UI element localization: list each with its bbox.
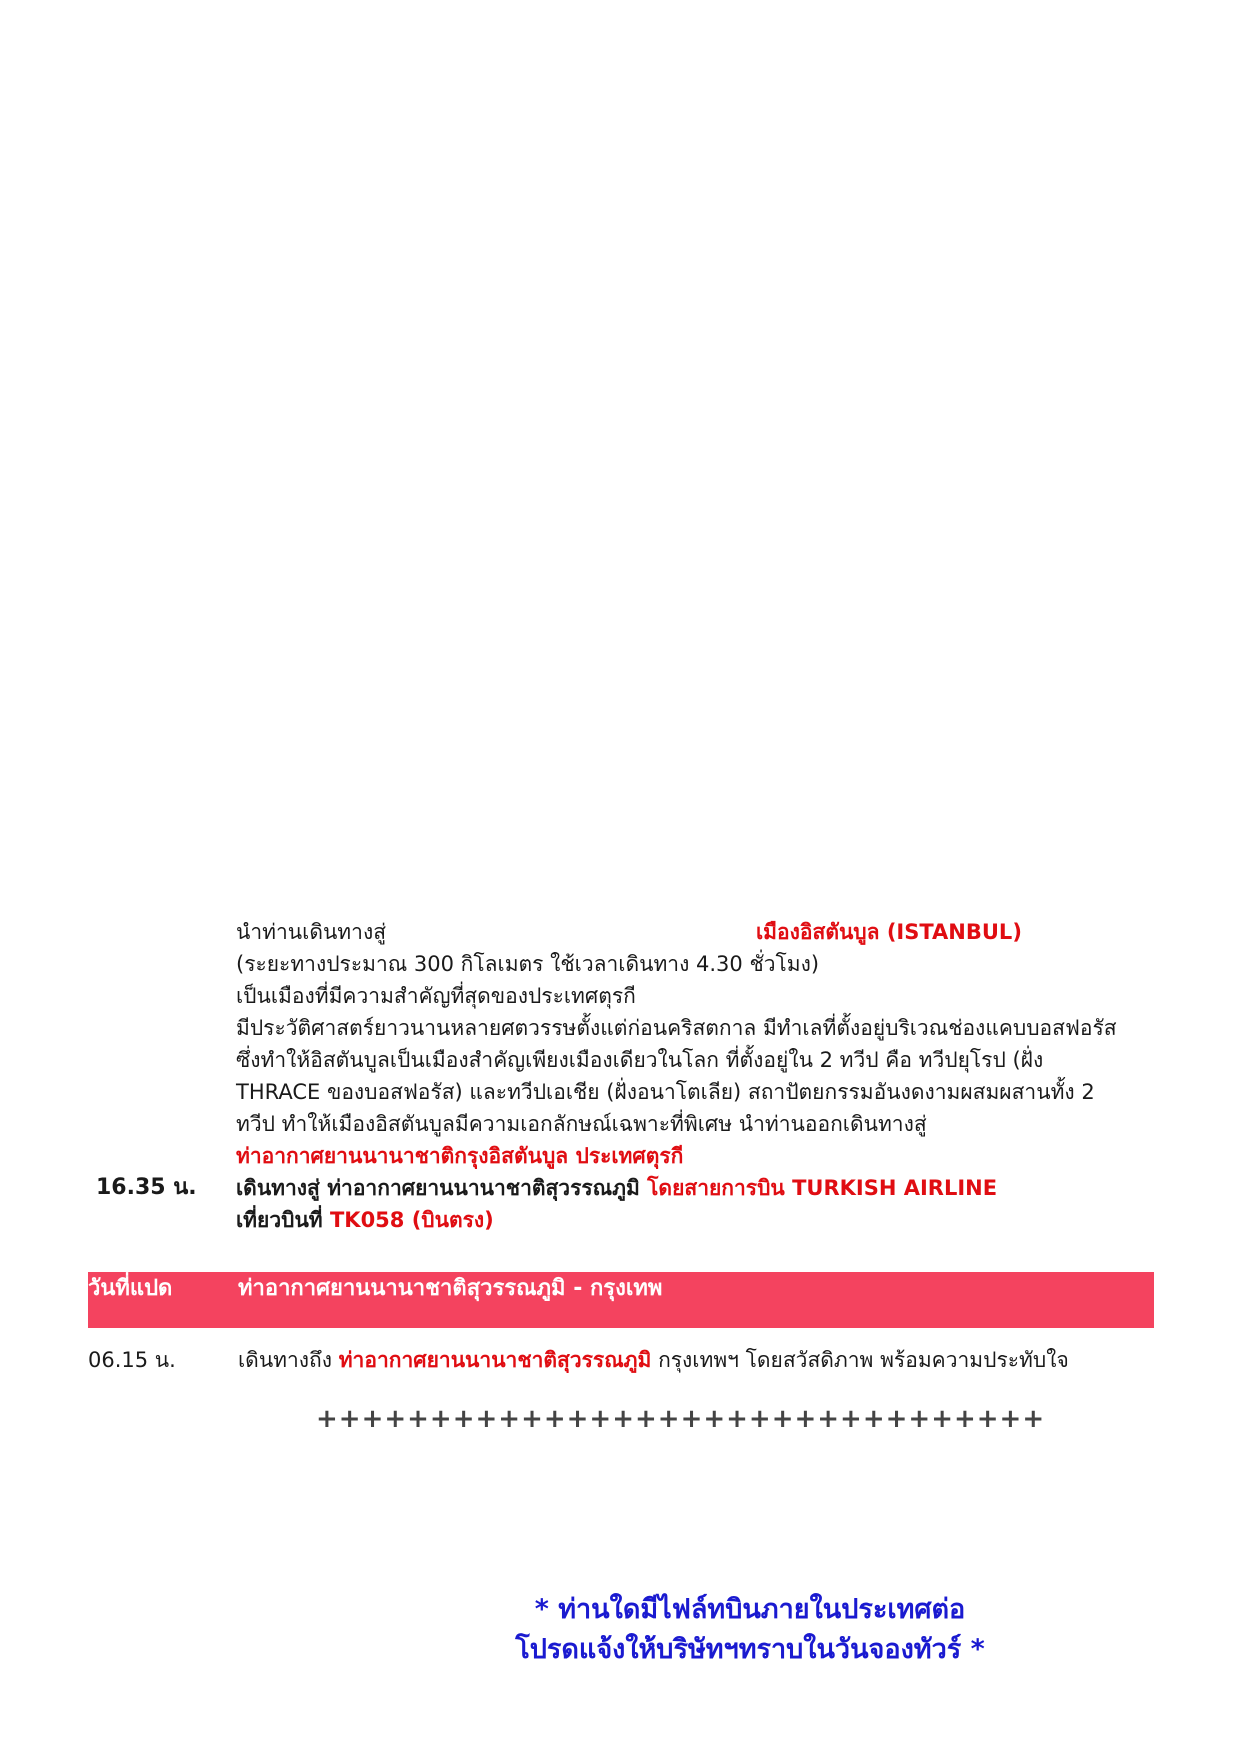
- day-route: ท่าอากาศยานนานาชาติสุวรรณภูมิ - กรุงเทพ: [238, 1276, 663, 1301]
- description-line: THRACE ของบอสฟอรัส) และทวีปเอเชีย (ฝั่งอนาโตเลีย) สถาปัตยกรรมอันงดงามผสมผสานทั้ง 2: [236, 1080, 1095, 1104]
- notice-line-2: โปรดแจ้งให้บริษัทฯทราบในวันจองทัวร์ *: [515, 1634, 985, 1665]
- flight-number-label: เที่ยวบินที่: [236, 1208, 323, 1232]
- day-banner: [88, 1272, 1154, 1328]
- description-line: ซึ่งทำให้อิสตันบูลเป็นเมืองสำคัญเพียงเมืองเดียวในโลก ที่ตั้งอยู่ใน 2 ทวีป คือ ทวีปยุโรป (ฝั่ง: [236, 1048, 1044, 1072]
- arrival-prefix: เดินทางถึง: [238, 1348, 333, 1372]
- day-label: วันที่แปด: [88, 1276, 173, 1301]
- description-line: มีประวัติศาสตร์ยาวนานหลายศตวรรษตั้งแต่ก่อนคริสตกาล มีทำเลที่ตั้งอยู่บริเวณช่องแคบบอสฟอรัส: [236, 1016, 1117, 1040]
- description-line: ทวีป ทำให้เมืองอิสตันบูลมีความเอกลักษณ์เฉพาะที่พิเศษ นำท่านออกเดินทางสู่: [236, 1112, 927, 1136]
- intro-label: นำท่านเดินทางสู่: [236, 920, 387, 944]
- arrival-suffix: กรุงเทพฯ โดยสวัสดิภาพ พร้อมความประทับใจ: [658, 1348, 1069, 1372]
- notice-line-1: * ท่านใดมีไฟล์ทบินภายในประเทศต่อ: [534, 1594, 966, 1625]
- flight-text: เดินทางสู่ ท่าอากาศยานนานาชาติสุวรรณภูมิ: [236, 1176, 640, 1200]
- flight-airline: โดยสายการบิน TURKISH AIRLINE: [647, 1176, 998, 1200]
- arrival-line: [238, 1344, 1069, 1376]
- intro-destination: เมืองอิสตันบูล (ISTANBUL): [756, 920, 1022, 944]
- divider: ++++++++++++++++++++++++++++++++: [316, 1404, 1046, 1434]
- flight-time: 16.35 น.: [96, 1175, 197, 1200]
- flight-number-line: [236, 1204, 494, 1236]
- description-line: เป็นเมืองที่มีความสำคัญที่สุดของประเทศตุรกี: [236, 984, 636, 1008]
- description-line: (ระยะทางประมาณ 300 กิโลเมตร ใช้เวลาเดินทาง 4.30 ชั่วโมง): [236, 952, 820, 976]
- istanbul-airport: ท่าอากาศยานนานาชาติกรุงอิสตันบูล ประเทศตุรกี: [236, 1144, 684, 1168]
- flight-number: TK058 (บินตรง): [329, 1208, 494, 1232]
- arrival-time: 06.15 น.: [88, 1348, 176, 1372]
- flight-line: [236, 1172, 997, 1204]
- arrival-airport: ท่าอากาศยานนานาชาติสุวรรณภูมิ: [338, 1348, 652, 1372]
